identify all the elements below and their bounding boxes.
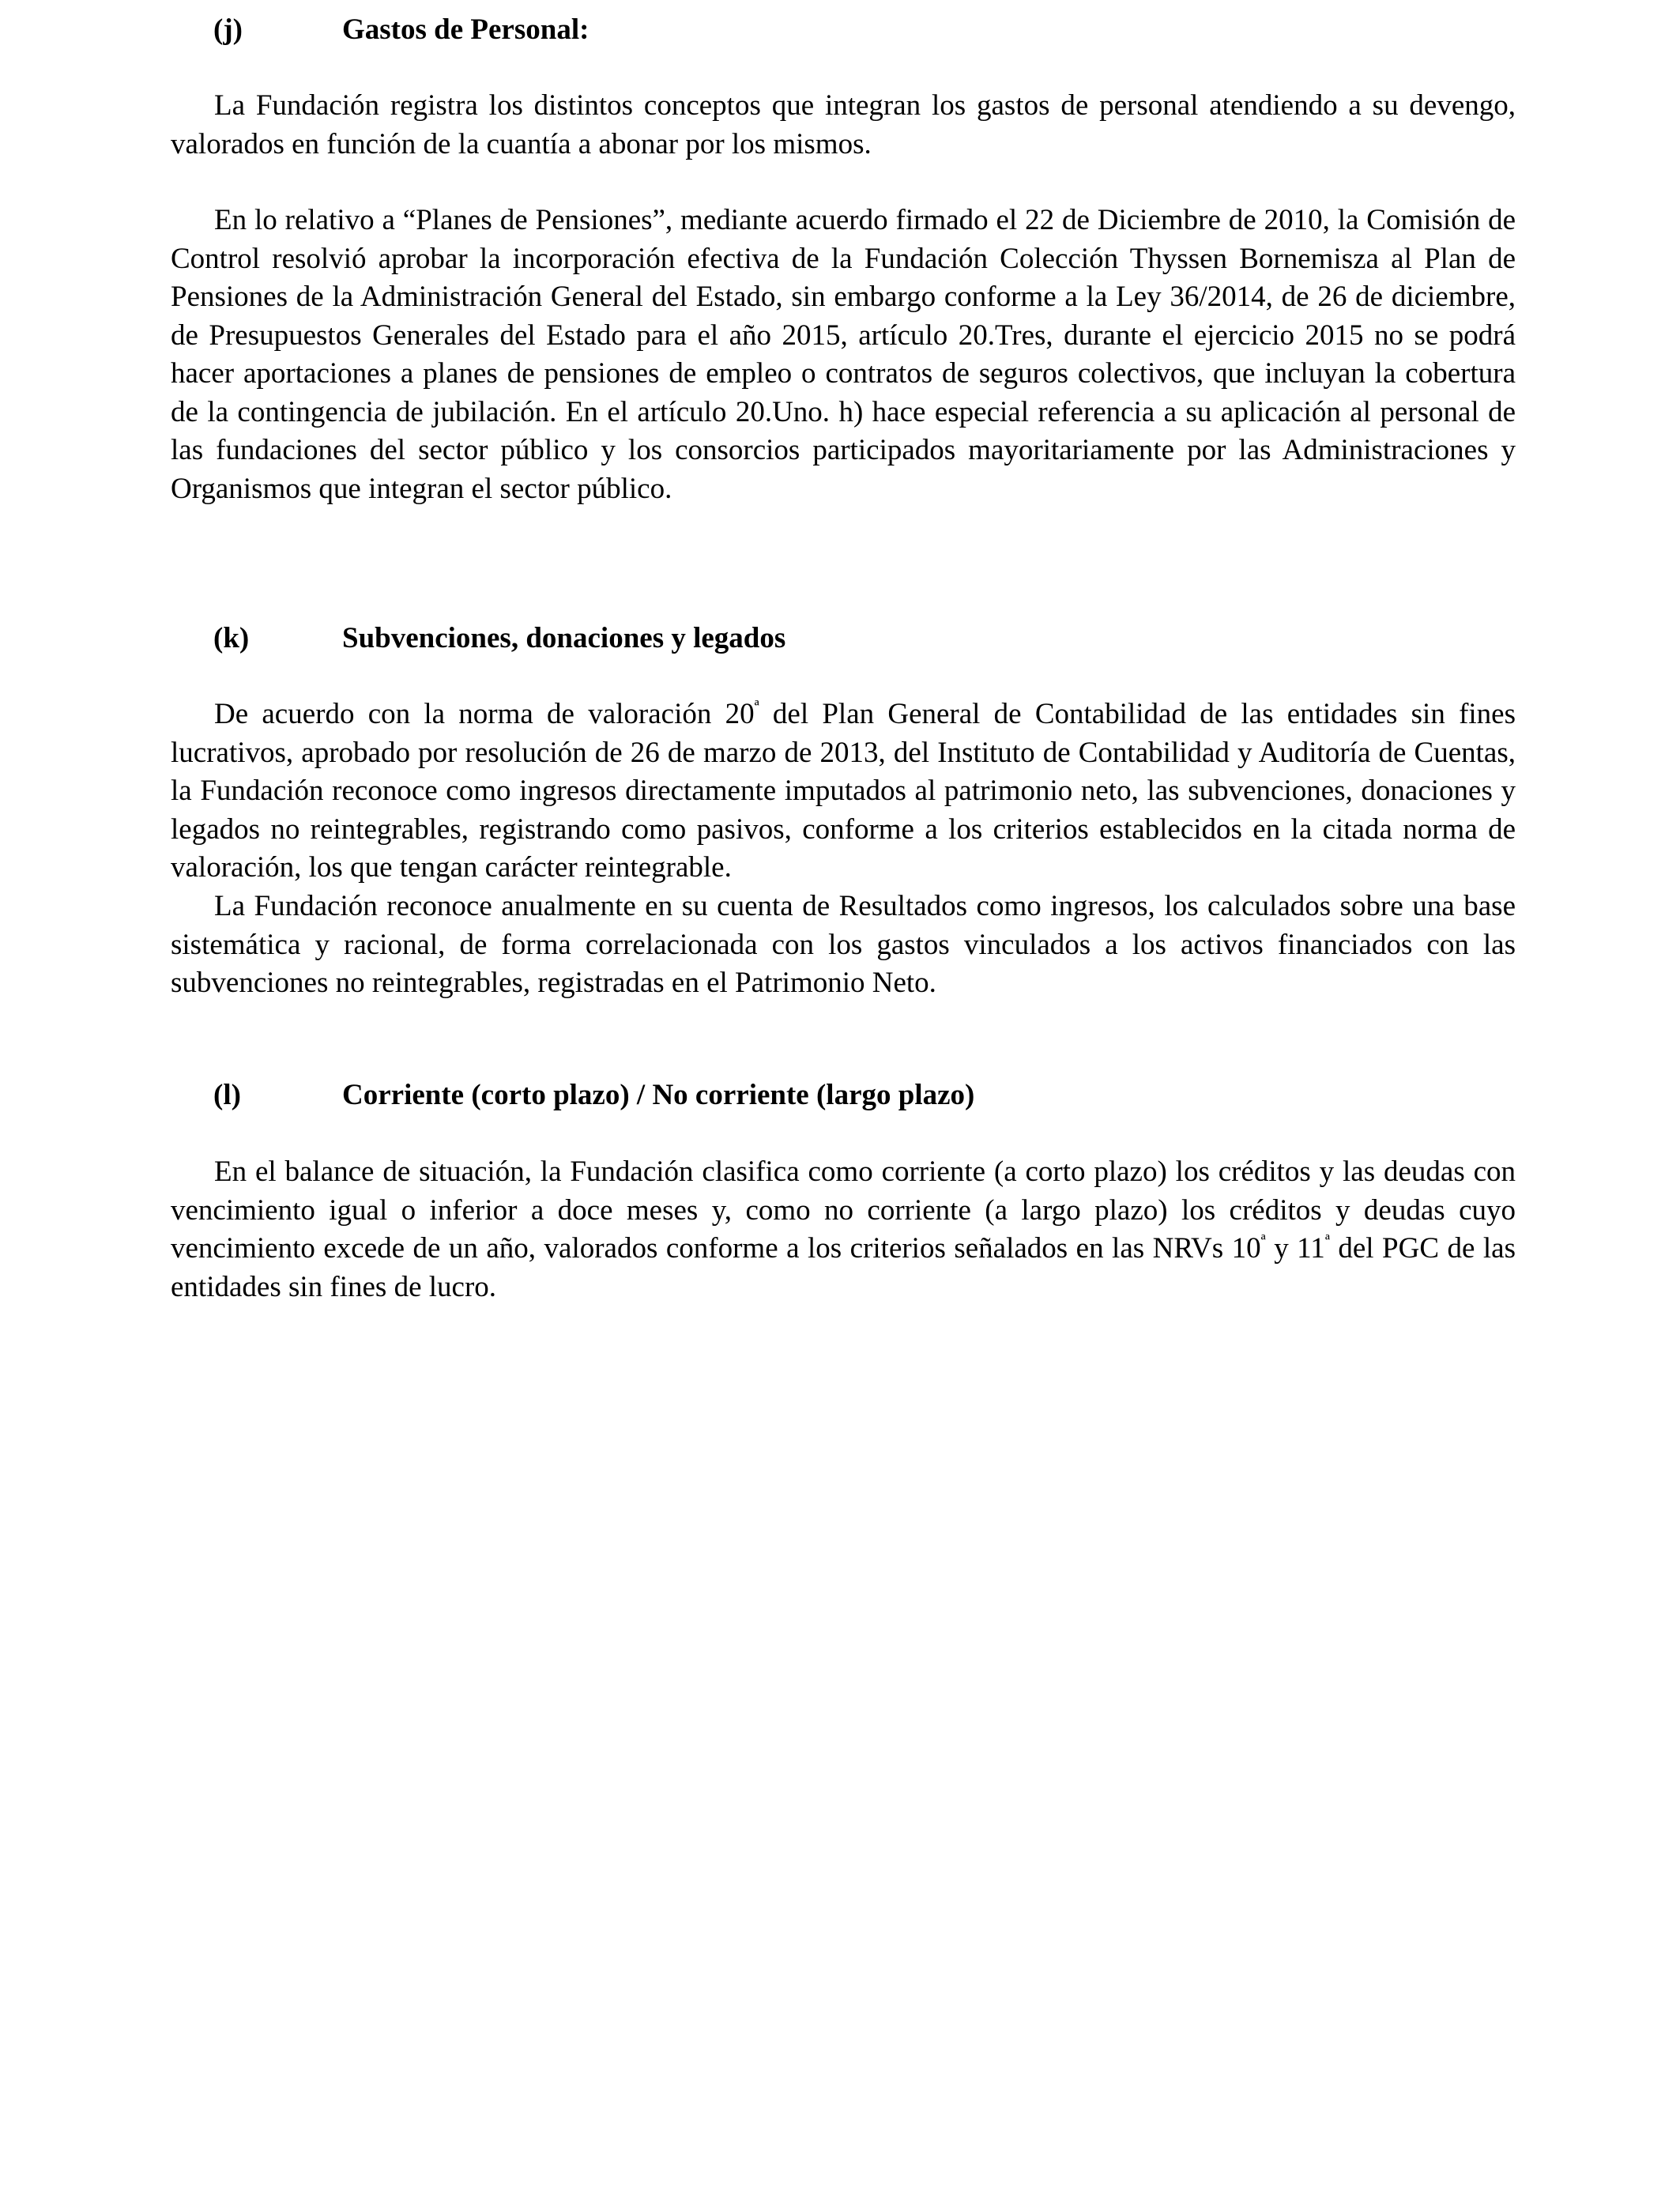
section-j-heading bbox=[213, 11, 589, 49]
section-k-paragraph-2: La Fundación reconoce anualmente en su cuenta de Resultados como ingresos, los calculados sobre una base sistemática y racional, de forma correlacionada con los gastos vinculados a los activos financiados con las subvenciones no reintegrables, registradas en el Patrimonio Neto. bbox=[171, 890, 1516, 999]
section-k-heading bbox=[213, 620, 785, 658]
superscript-ordinal: ª bbox=[1260, 1231, 1266, 1250]
section-k-p1-before: De acuerdo con la norma de valoración 20 bbox=[214, 698, 755, 730]
section-l-p1-part-3: del PGC de las entidades sin fines de lucro. bbox=[171, 1232, 1516, 1303]
section-k-letter: (k) bbox=[213, 622, 250, 654]
section-k-p1-after: del Plan General de Contabilidad de las entidades sin fines lucrativos, aprobado por resolución de 26 de marzo de 2013, del Instituto de Contabilidad y Auditoría de Cuentas, la Fundación reconoce como ingresos directamente imputados al patrimonio neto, las subvenciones, donaciones y legados no reintegrables, registrando como pasivos, conforme a los criterios establecidos en la citada norma de valoración, los que tengan carácter reintegrable. bbox=[171, 698, 1516, 884]
superscript-ordinal: ª bbox=[754, 696, 759, 716]
section-l-p1-part-1: En el balance de situación, la Fundación clasifica como corriente (a corto plazo) los créditos y las deudas con vencimiento igual o inferior a doce meses y, como no corriente (a largo plazo) los créditos y deudas cuyo vencimiento excede de un año, valorados conforme a los criterios señalados en las NRVs 10 bbox=[171, 1155, 1516, 1265]
section-l-title: Corriente (corto plazo) / No corriente (largo plazo) bbox=[342, 1079, 975, 1111]
section-l-heading bbox=[213, 1076, 974, 1114]
section-j-letter: (j) bbox=[213, 13, 243, 46]
section-l-letter: (l) bbox=[213, 1079, 241, 1111]
section-l-paragraph-1 bbox=[171, 1153, 1516, 1306]
section-l-p1-part-2: y 11 bbox=[1265, 1232, 1325, 1265]
section-k-title: Subvenciones, donaciones y legados bbox=[342, 622, 786, 654]
section-j-title: Gastos de Personal: bbox=[342, 13, 590, 46]
superscript-ordinal: ª bbox=[1324, 1231, 1330, 1250]
section-j-paragraph-2: En lo relativo a “Planes de Pensiones”, mediante acuerdo firmado el 22 de Diciembre de 2010, la Comisión de Control resolvió aprobar la incorporación efectiva de la Fundación Colección Thyssen Bornemisza al Plan de Pensiones de la Administración General del Estado, sin embargo conforme a la Ley 36/2014, de 26 de diciembre, de Presupuestos Generales del Estado para el año 2015, artículo 20.Tres, durante el ejercicio 2015 no se podrá hacer aportaciones a planes de pensiones de empleo o contratos de seguros colectivos, que incluyan la cobertura de la contingencia de jubilación. En el artículo 20.Uno. h) hace especial referencia a su aplicación al personal de las fundaciones del sector público y los consorcios participados mayoritariamente por las Administraciones y Organismos que integran el sector público. bbox=[171, 204, 1516, 505]
section-j-paragraph-1: La Fundación registra los distintos conceptos que integran los gastos de personal atendiendo a su devengo, valorados en función de la cuantía a abonar por los mismos. bbox=[171, 89, 1516, 160]
section-k-paragraph-1 bbox=[171, 696, 1516, 888]
